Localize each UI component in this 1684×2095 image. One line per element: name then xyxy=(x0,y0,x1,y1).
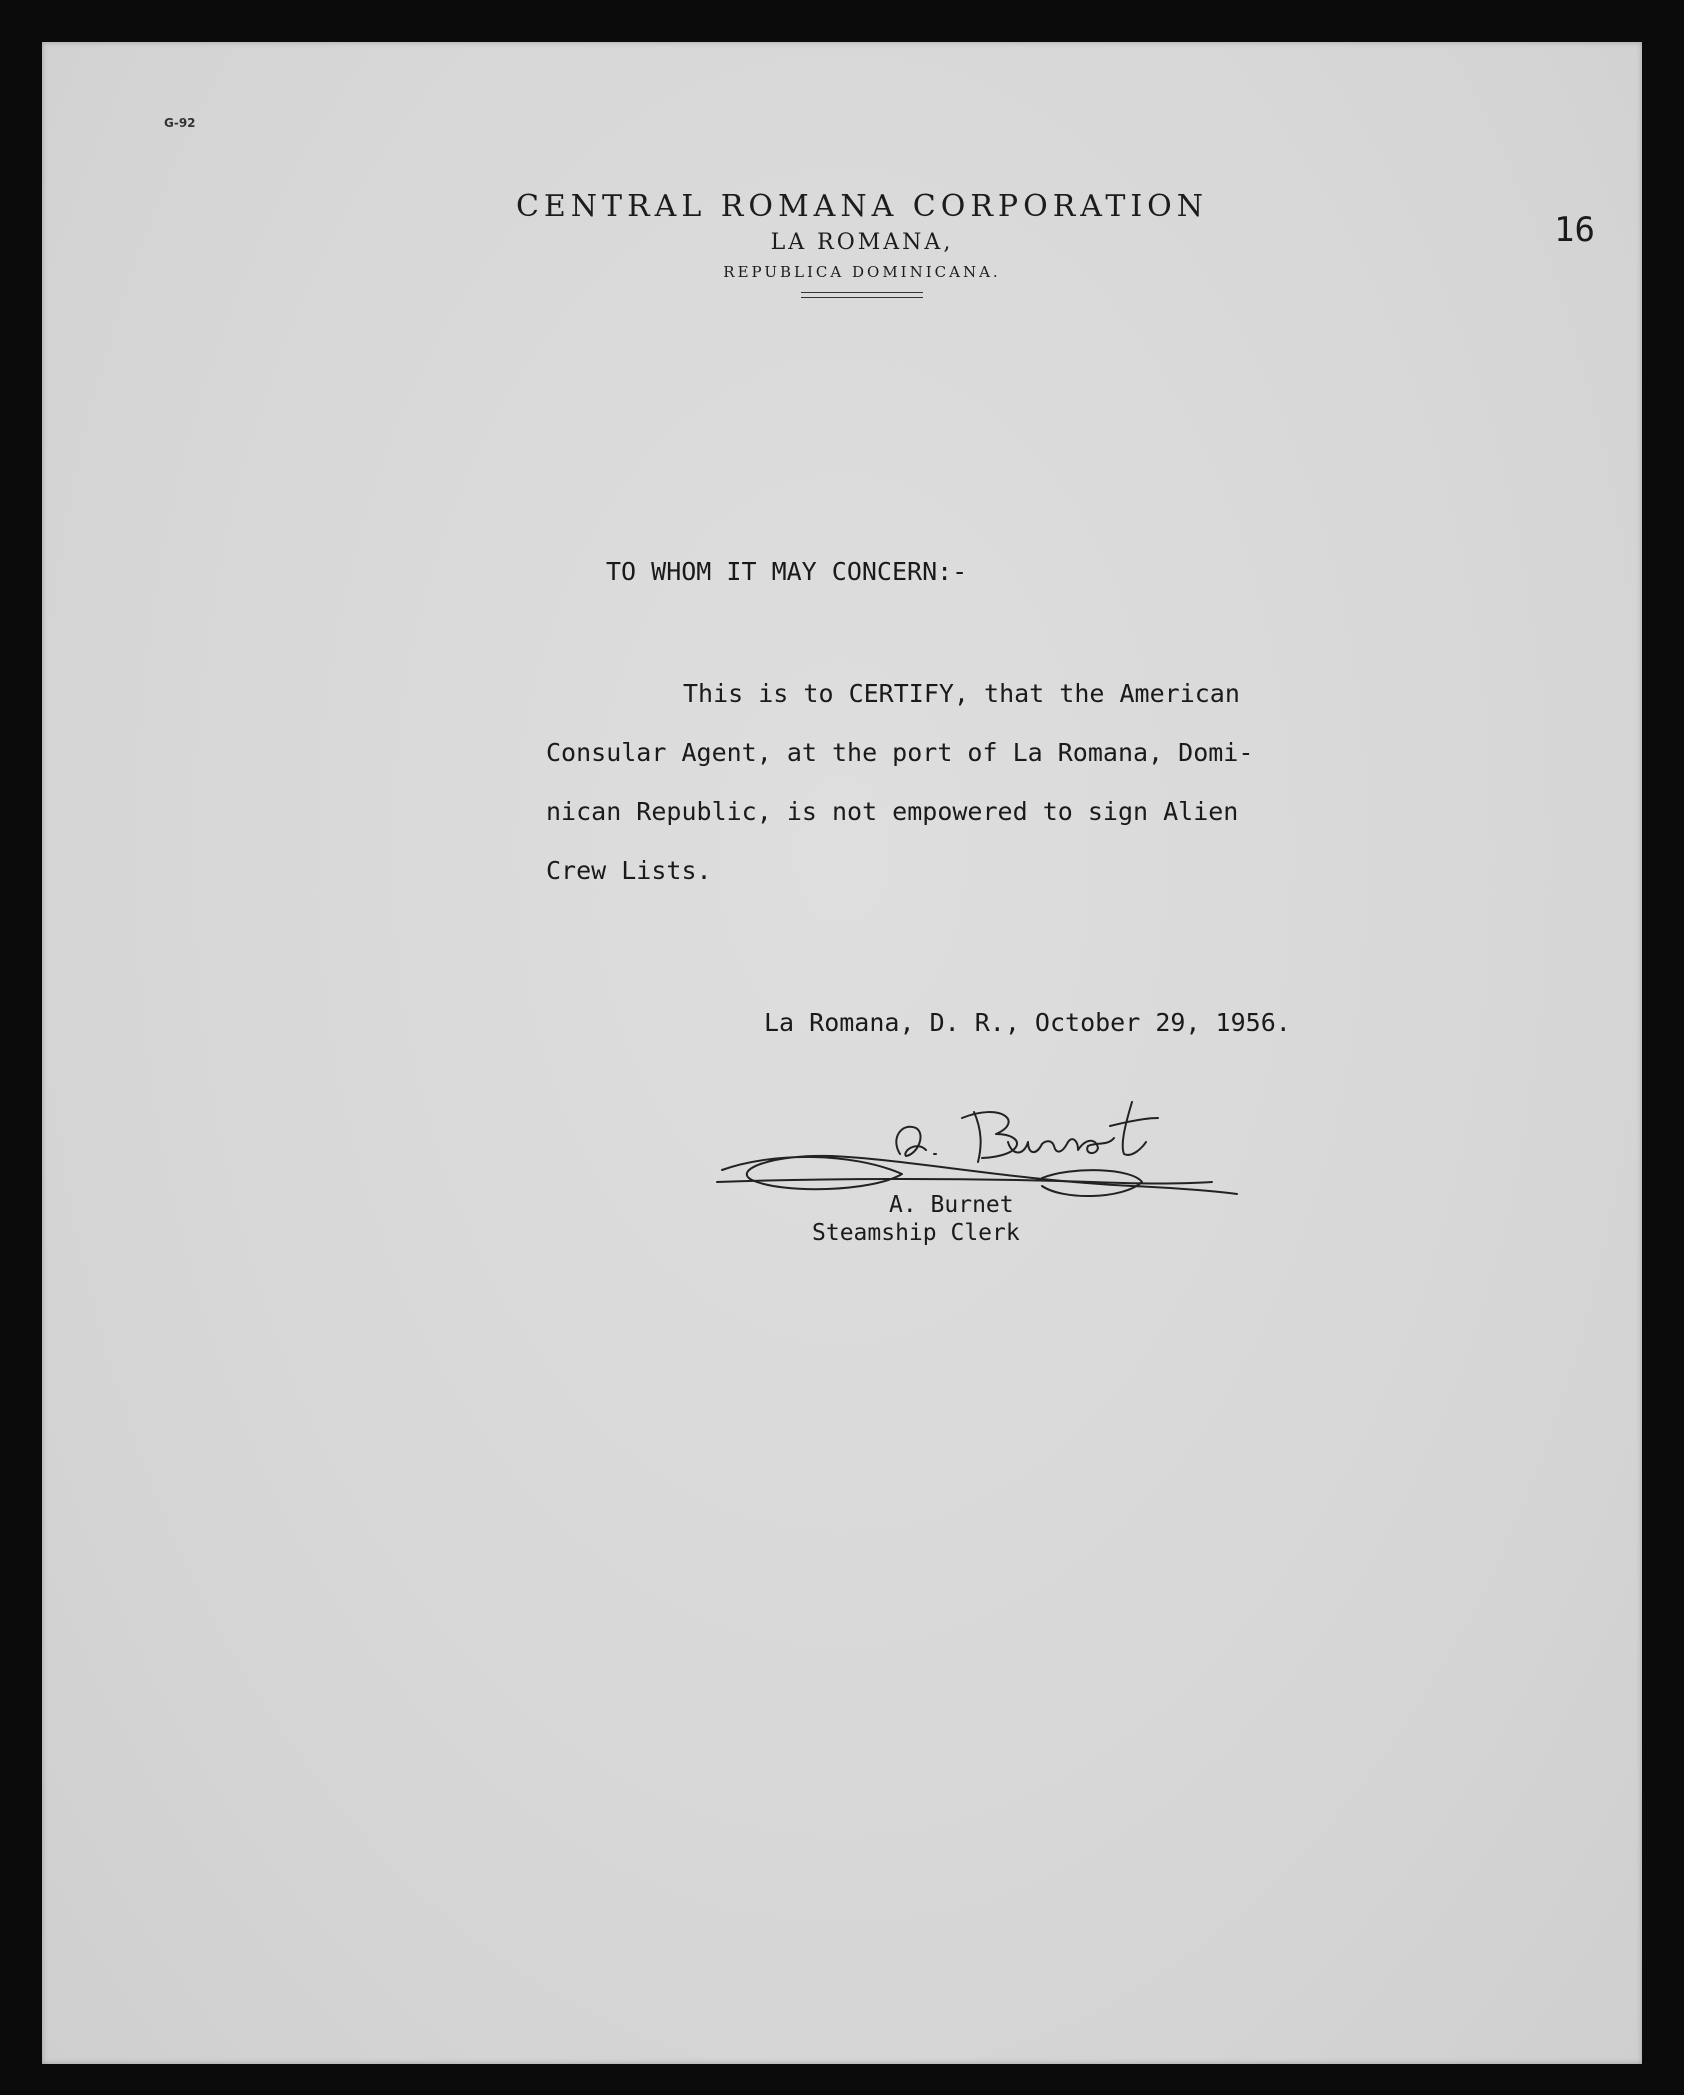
signer-name: A. Burnet xyxy=(889,1192,1014,1218)
dateline: La Romana, D. R., October 29, 1956. xyxy=(764,1008,1291,1037)
signer-title: Steamship Clerk xyxy=(812,1220,1020,1246)
letterhead-company: CENTRAL ROMANA CORPORATION xyxy=(515,189,1209,224)
salutation: TO WHOM IT MAY CONCERN:- xyxy=(606,557,968,586)
form-code: G-92 xyxy=(164,116,196,130)
body-line-4: Crew Lists. xyxy=(546,856,712,885)
body-line-3: nican Republic, is not empowered to sign Alien xyxy=(546,797,1239,826)
letterhead xyxy=(442,188,1282,298)
letterhead-rule xyxy=(801,292,923,298)
body-line-2: Consular Agent, at the port of La Romana, Domi- xyxy=(546,738,1254,767)
letter-page xyxy=(42,42,1642,2064)
letterhead-country: REPUBLICA DOMINICANA. xyxy=(723,263,1001,281)
body-line-1: This is to CERTIFY, that the American xyxy=(683,679,1240,708)
page-number: 16 xyxy=(1554,210,1595,250)
letterhead-city: LA ROMANA, xyxy=(770,230,954,255)
